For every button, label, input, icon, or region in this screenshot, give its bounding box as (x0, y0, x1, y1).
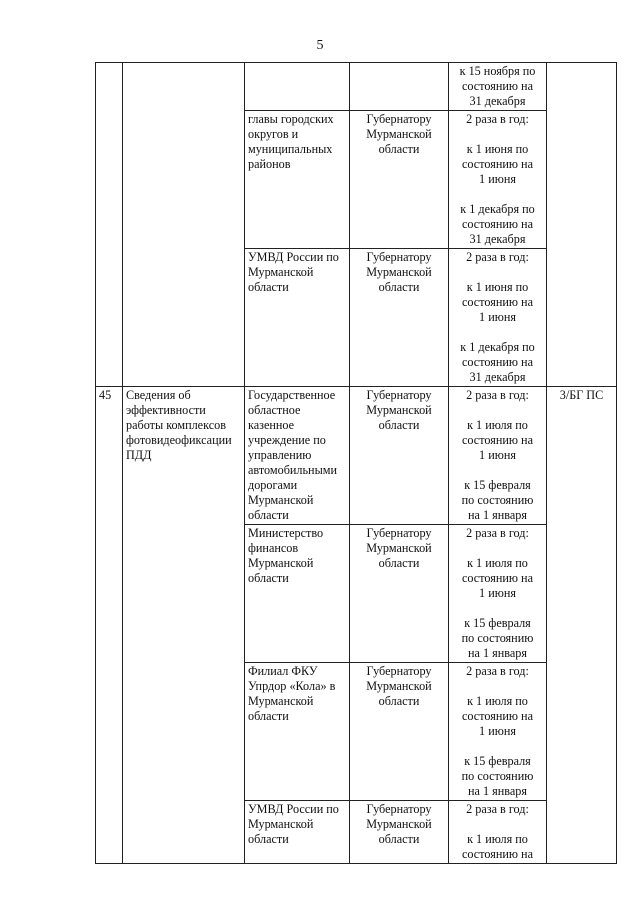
recipient-cell: Губернатору Мурманской области (350, 525, 449, 663)
schedule-cell: к 15 ноября по состоянию на 31 декабря (449, 63, 547, 111)
info-name-cell (123, 63, 245, 387)
page-number: 5 (316, 38, 324, 53)
info-name-cell: Сведения об эффективности работы комплексов фотовидеофиксации ПДД (123, 387, 245, 864)
row-number-cell: 45 (96, 387, 123, 864)
provider-cell (245, 63, 350, 111)
provider-cell: УМВД России по Мурманской области (245, 801, 350, 864)
recipient-cell: Губернатору Мурманской области (350, 111, 449, 249)
schedule-cell: 2 раза в год: к 1 июня по состоянию на 1 июня к 1 декабря по состоянию на 31 декабря (449, 111, 547, 249)
provider-cell: УМВД России по Мурманской области (245, 249, 350, 387)
recipient-cell: Губернатору Мурманской области (350, 801, 449, 864)
schedule-cell: 2 раза в год: к 1 июля по состоянию на (449, 801, 547, 864)
recipient-cell: Губернатору Мурманской области (350, 663, 449, 801)
schedule-cell: 2 раза в год: к 1 июля по состоянию на 1 июня к 15 февраля по состоянию на 1 января (449, 663, 547, 801)
provider-cell: Филиал ФКУ Упрдор «Кола» в Мурманской области (245, 663, 350, 801)
recipient-cell (350, 63, 449, 111)
recipient-cell: Губернатору Мурманской области (350, 249, 449, 387)
recipient-cell: Губернатору Мурманской области (350, 387, 449, 525)
reporting-table (95, 62, 617, 864)
schedule-cell: 2 раза в год: к 1 июля по состоянию на 1 июня к 15 февраля по состоянию на 1 января (449, 387, 547, 525)
table-row (96, 387, 617, 525)
provider-cell: Государственное областное казенное учреждение по управлению автомобильными дорогами Мурманской области (245, 387, 350, 525)
responsible-cell: 3/БГ ПС (547, 387, 617, 864)
row-number-cell (96, 63, 123, 387)
schedule-cell: 2 раза в год: к 1 июля по состоянию на 1 июня к 15 февраля по состоянию на 1 января (449, 525, 547, 663)
schedule-cell: 2 раза в год: к 1 июня по состоянию на 1 июня к 1 декабря по состоянию на 31 декабря (449, 249, 547, 387)
responsible-cell (547, 63, 617, 387)
provider-cell: Министерство финансов Мурманской области (245, 525, 350, 663)
table-row (96, 63, 617, 111)
provider-cell: главы городских округов и муниципальных районов (245, 111, 350, 249)
